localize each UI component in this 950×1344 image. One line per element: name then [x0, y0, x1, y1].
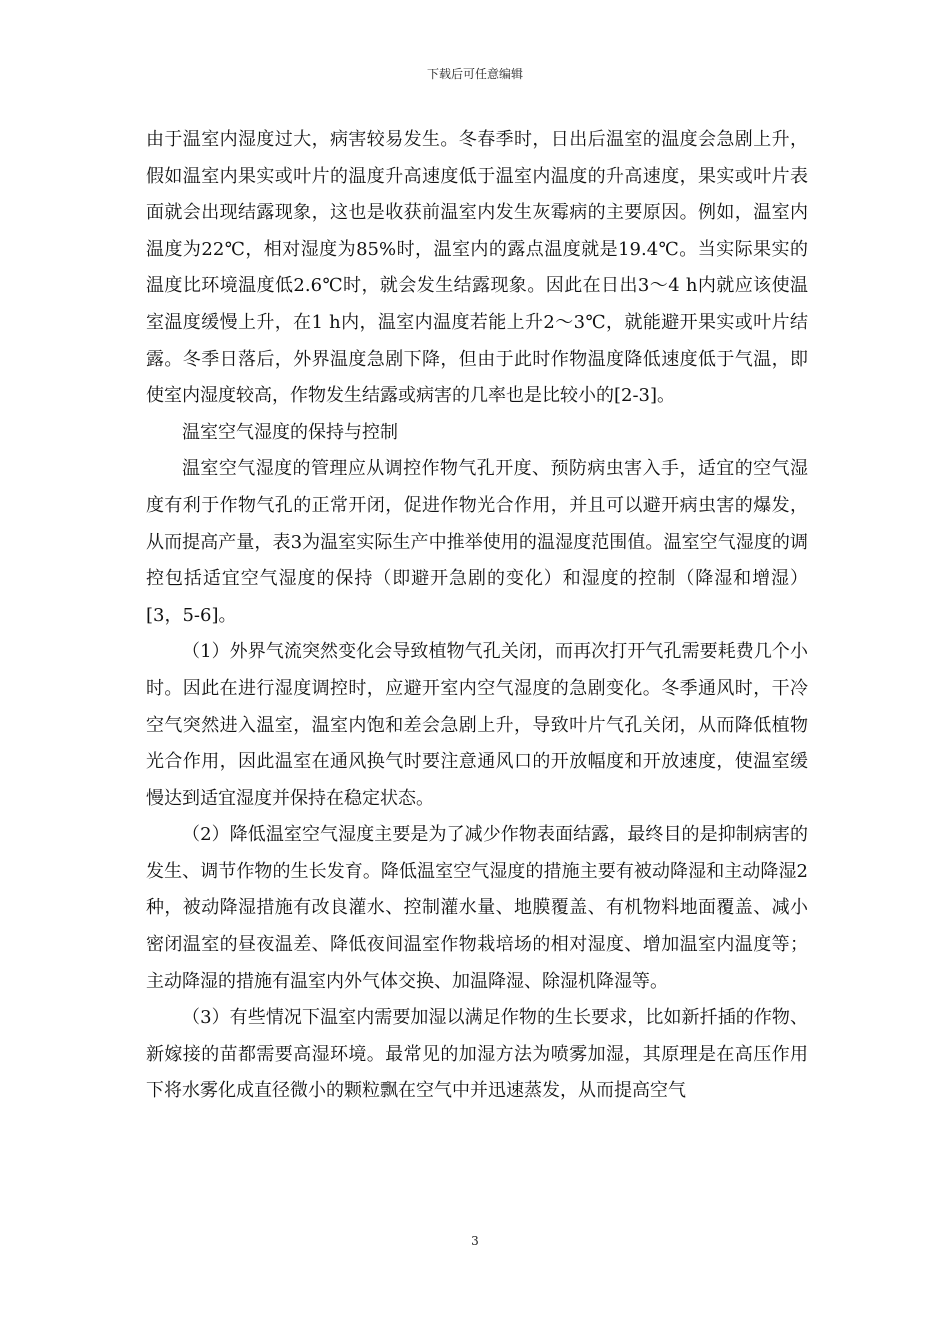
document-body [146, 122, 808, 1110]
paragraph-humidity-management: 温室空气湿度的管理应从调控作物气孔开度、预防病虫害入手，适宜的空气湿度有利于作物气孔的正常开闭，促进作物光合作用，并且可以避开病虫害的爆发，从而提高产量，表3为温室实际生产中推举使用的温湿度范围值。温室空气湿度的调控包括适宜空气湿度的保持（即避开急剧的变化）和湿度的控制（降湿和增湿）[3，5-6]。 [146, 458, 808, 626]
section-heading: 温室空气湿度的保持与控制 [182, 421, 398, 443]
paragraph-item-3: （3）有些情况下温室内需要加湿以满足作物的生长要求，比如新扦插的作物、新嫁接的苗都需要高湿环境。最常见的加湿方法为喷雾加湿，其原理是在高压作用下将水雾化成直径微小的颗粒飘在空气中并迅速蒸发，从而提高空气 [146, 1007, 808, 1102]
paragraph-item-1: （1）外界气流突然变化会导致植物气孔关闭，而再次打开气孔需要耗费几个小时。因此在进行湿度调控时，应避开室内空气湿度的急剧变化。冬季通风时，干冷空气突然进入温室，温室内饱和差会急剧上升，导致叶片气孔关闭，从而降低植物光合作用，因此温室在通风换气时要注意通风口的开放幅度和开放速度，使温室缓慢达到适宜湿度并保持在稳定状态。 [146, 641, 808, 809]
page-number: 3 [471, 1234, 479, 1248]
page-header: 下载后可任意编辑 [426, 67, 523, 81]
paragraph-condensation: 由于温室内湿度过大，病害较易发生。冬春季时，日出后温室的温度会急剧上升，假如温室内果实或叶片的温度升高速度低于温室内温度的升高速度，果实或叶片表面就会出现结露现象，这也是收获前温室内发生灰霉病的主要原因。例如，温室内温度为22℃，相对湿度为85%时，温室内的露点温度就是19.4℃。当实际果实的温度比环境温度低2.6℃时，就会发生结露现象。因此在日出3～4 h内就应该使温室温度缓慢上升，在1 h内，温室内温度若能上升2～3℃，就能避开果实或叶片结露。冬季日落后，外界温度急剧下降，但由于此时作物温度降低速度低于气温，即使室内湿度较高，作物发生结露或病害的几率也是比较小的[2-3]。 [146, 129, 808, 407]
paragraph-item-2: （2）降低温室空气湿度主要是为了减少作物表面结露，最终目的是抑制病害的发生、调节作物的生长发育。降低温室空气湿度的措施主要有被动降湿和主动降湿2种，被动降湿措施有改良灌水、控制灌水量、地膜覆盖、有机物料地面覆盖、减小密闭温室的昼夜温差、降低夜间温室作物栽培场的相对湿度、增加温室内温度等；主动降湿的措施有温室内外气体交换、加温降湿、除湿机降湿等。 [146, 824, 808, 992]
